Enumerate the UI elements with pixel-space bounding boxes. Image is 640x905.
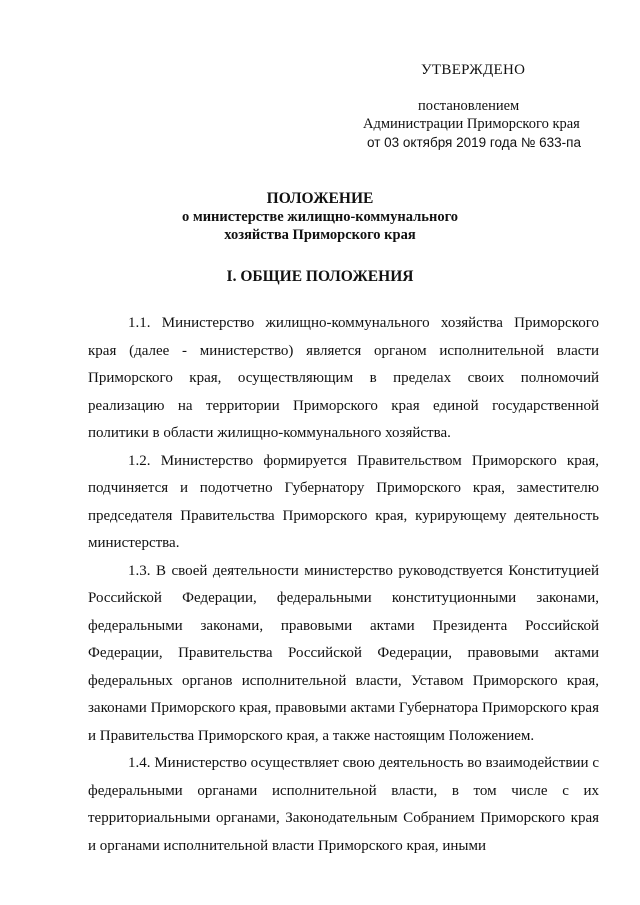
- approval-line-3: от 03 октября 2019 года № 633-па: [367, 135, 581, 150]
- document-title-block: [0, 190, 640, 244]
- approval-line-2: Администрации Приморского края: [363, 116, 580, 132]
- approval-line-1: постановлением: [418, 98, 520, 114]
- approval-stamp: [0, 0, 640, 170]
- paragraph-1-1: 1.1. Министерство жилищно-коммунального хозяйства Приморского края (далее - министерство) является органом исполнительной власти Приморского края, осуществляющим в пределах своих полномочий реализацию на территории Приморского края единой государственной политики в области жилищно-коммунального хозяйства.: [88, 315, 599, 441]
- paragraph-1-3: 1.3. В своей деятельности министерство руководствуется Конституцией Российской Федерации, федеральными конституционными законами, федеральными законами, правовыми актами Президента Российской Федерации, Правительства Российской Федерации, правовыми актами федеральных органов исполнительной власти, Уставом Приморского края, законами Приморского края, правовыми актами Губернатора Приморского края и Правительства Приморского края, а также настоящим Положением.: [88, 562, 599, 744]
- document-title: ПОЛОЖЕНИЕ: [266, 190, 374, 207]
- paragraph-1-2: 1.2. Министерство формируется Правительством Приморского края, подчиняется и подотчетно Губернатору Приморского края, заместителю председателя Правительства Приморского края, курирующему деятельность министерства.: [88, 452, 599, 551]
- document-subtitle-line-2: хозяйства Приморского края: [224, 227, 416, 243]
- section-body: [88, 310, 599, 860]
- paragraph-1-4: 1.4. Министерство осуществляет свою деятельность во взаимодействии с федеральными органами исполнительной власти, в том числе с их территориальными органами, Законодательным Собранием Приморского края и органами исполнительной власти Приморского края, иными: [88, 755, 599, 854]
- approval-title: УТВЕРЖДЕНО: [421, 62, 526, 78]
- section-heading: I. ОБЩИЕ ПОЛОЖЕНИЯ: [226, 268, 414, 285]
- document-subtitle-line-1: о министерстве жилищно-коммунального: [181, 209, 459, 225]
